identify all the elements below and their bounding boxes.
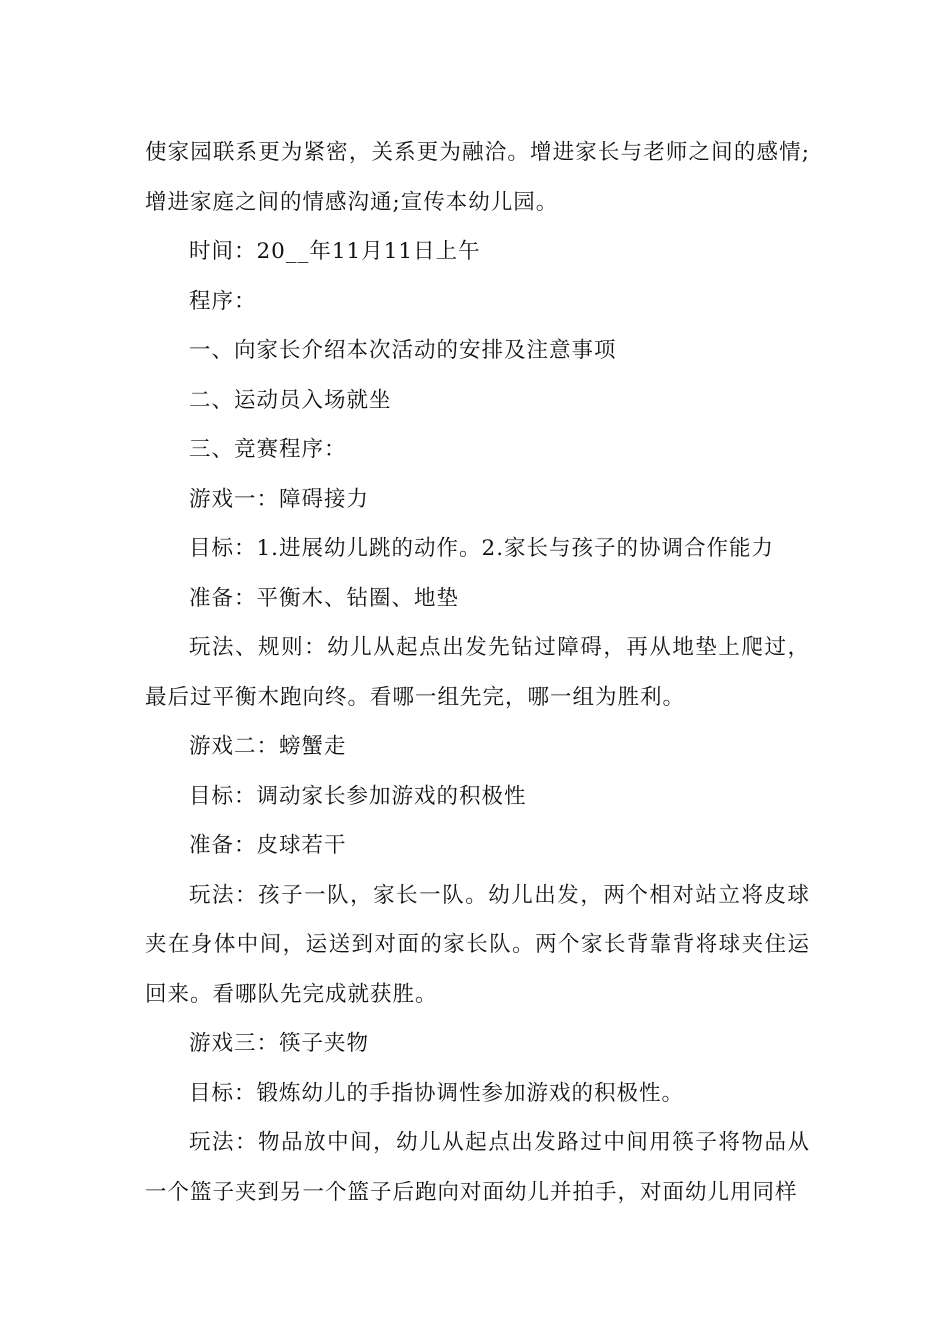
paragraph-game-1-title: 游戏一：障碍接力 [189,486,370,512]
paragraph-game-2-goal: 目标：调动家长参加游戏的积极性 [189,783,527,809]
paragraph-game-1-prep: 准备：平衡木、钻圈、地垫 [189,585,460,611]
paragraph-game-1-rules: 玩法、规则：幼儿从起点出发先钻过障碍，再从地垫上爬过，最后过平衡木跑向终。看哪一组先完，哪一组为胜利。 [145,635,810,710]
paragraph-game-2-rules: 玩法：孩子一队，家长一队。幼儿出发，两个相对站立将皮球夹在身体中间，运送到对面的家长队。两个家长背靠背将球夹住运回来。看哪队先完成就获胜。 [145,882,810,1007]
paragraph-step-2: 二、运动员入场就坐 [189,387,392,413]
paragraph-game-1-goal: 目标：1.进展幼儿跳的动作。2.家长与孩子的协调合作能力 [189,536,775,561]
paragraph-time: 时间：20__年11月11日上午 [189,239,481,264]
paragraph-step-1: 一、向家长介绍本次活动的安排及注意事项 [189,338,617,363]
document-body [145,128,810,1217]
paragraph: 使家园联系更为紧密，关系更为融洽。增进家长与老师之间的感情;增进家庭之间的情感沟通;宣传本幼儿园。 [145,140,810,215]
paragraph-game-3-rules: 玩法：物品放中间，幼儿从起点出发路过中间用筷子将物品从一个篮子夹到另一个篮子后跑向对面幼儿并拍手，对面幼儿用同样 [145,1130,810,1205]
paragraph-game-2-prep: 准备：皮球若干 [189,833,347,858]
paragraph-game-3-goal: 目标：锻炼幼儿的手指协调性参加游戏的积极性。 [189,1080,685,1106]
paragraph-procedure-heading: 程序： [189,288,257,314]
paragraph-game-2-title: 游戏二：螃蟹走 [189,734,347,759]
paragraph-step-3: 三、竞赛程序： [189,437,347,462]
paragraph-game-3-title: 游戏三：筷子夹物 [189,1031,370,1056]
